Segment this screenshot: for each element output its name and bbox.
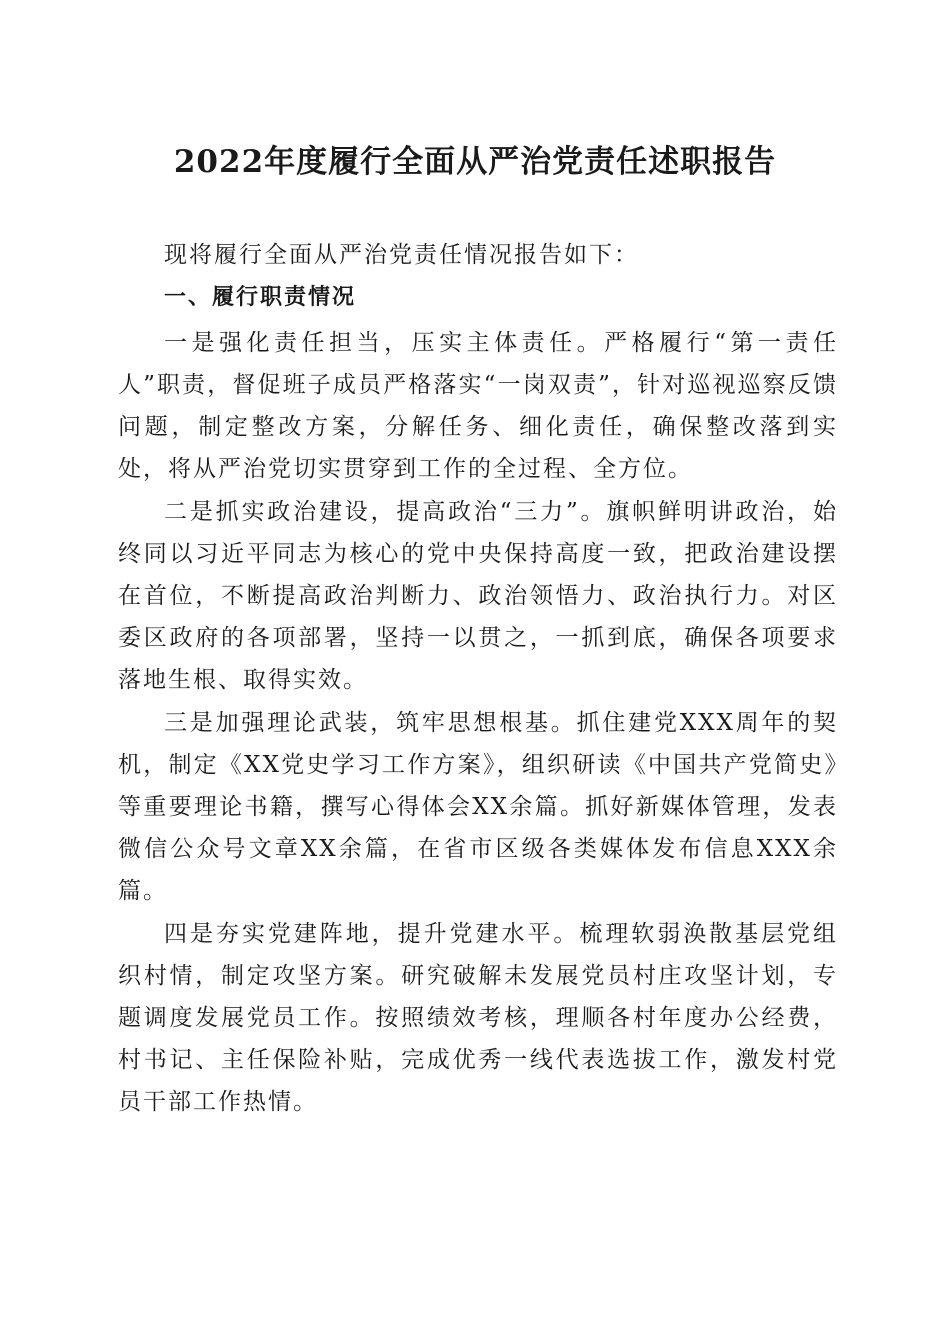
paragraph-3-text: 抓住建党XXX周年的契机，制定《XX党史学习工作方案》，组织研读《中国共产党简史》等重要理论书籍，撰写心得体会XX余篇。抓好新媒体管理，发表微信公众号文章XX余篇，在省市区级各类媒体发布信息XXX余篇。: [118, 710, 839, 904]
paragraph-3-lead: 三是加强理论武装，筑牢思想根基。: [164, 710, 577, 736]
section-heading: 一、履行职责情况: [164, 285, 357, 310]
paragraph-1-text: 严格履行“第一责任人”职责，督促班子成员严格落实“一岗双责”，针对巡视巡察反馈问题，制定整改方案，分解任务、细化责任，确保整改落到实处，将从严治党切实贯穿到工作的全过程、全方位。: [118, 330, 838, 482]
paragraph-1: [118, 322, 838, 490]
paragraph-2: [118, 491, 838, 701]
paragraph-4-lead: 四是夯实党建阵地，提升党建水平。: [164, 921, 580, 947]
paragraph-4: [118, 913, 838, 1123]
document-body: [118, 234, 838, 1124]
paragraph-4-text: 梳理软弱涣散基层党组织村情，制定攻坚方案。研究破解未发展党员村庄攻坚计划，专题调度发展党员工作。按照绩效考核，理顺各村年度办公经费，村书记、主任保险补贴，完成优秀一线代表选拔工作，激发村党员干部工作热情。: [118, 921, 839, 1115]
paragraph-2-lead: 二是抓实政治建设，提高政治“三力”。: [164, 499, 607, 525]
document-title: 2022年度履行全面从严治党责任述职报告: [173, 144, 777, 180]
paragraph-1-lead: 一是强化责任担当，压实主体责任。: [164, 330, 605, 356]
paragraph-3: [118, 702, 838, 912]
paragraph-2-text: 旗帜鲜明讲政治，始终同以习近平同志为核心的党中央保持高度一致，把政治建设摆在首位，不断提高政治判断力、政治领悟力、政治执行力。对区委区政府的各项部署，坚持一以贯之，一抓到底，确保各项要求落地生根、取得实效。: [118, 499, 838, 693]
intro-paragraph: 现将履行全面从严治党责任情况报告如下：: [164, 242, 639, 268]
